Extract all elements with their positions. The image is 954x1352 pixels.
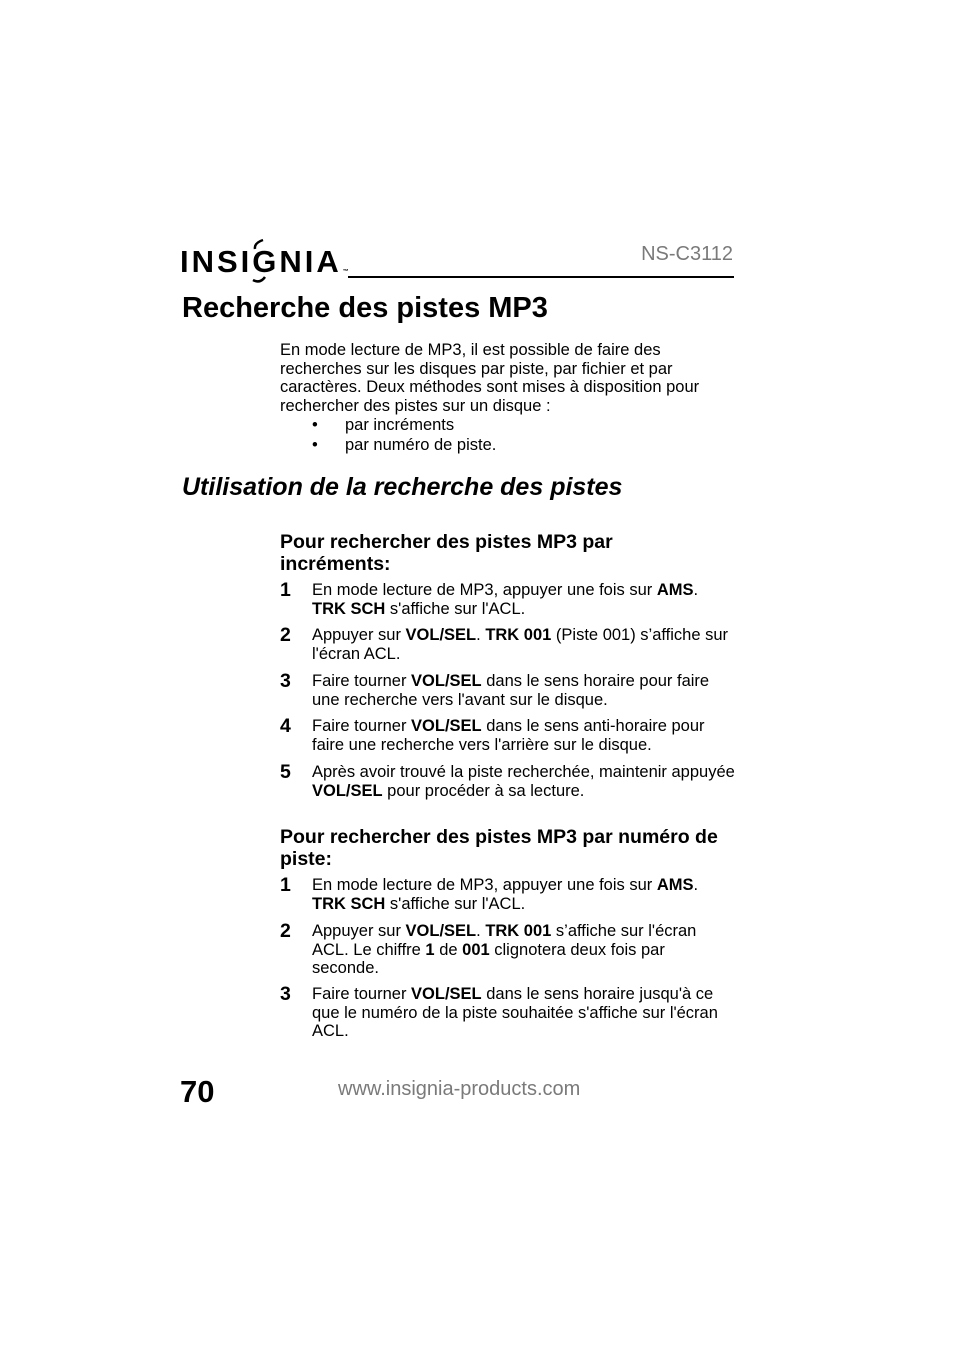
- logo-text-left: INSI: [180, 244, 253, 279]
- step-text-run: Faire tourner: [312, 717, 412, 735]
- step-item: [280, 876, 735, 913]
- step-text-run: dans le sens horaire pour faire une recherche vers l'avant sur le disque.: [312, 672, 710, 709]
- step-keyword: VOL/SEL: [411, 672, 482, 690]
- step-text: [312, 672, 735, 709]
- step-text-run: s'affiche sur l'ACL.: [385, 599, 526, 618]
- subsection-title-increments: Pour rechercher des pistes MP3 par incréments:: [280, 531, 613, 575]
- step-number: 2: [280, 624, 291, 646]
- step-text-run: .: [693, 876, 699, 894]
- step-number: 2: [280, 920, 291, 942]
- step-item: [280, 985, 735, 1041]
- step-text-run: dans le sens anti-horaire pour faire une recherche vers l'arrière sur le disque.: [312, 717, 705, 754]
- step-keyword: TRK SCH: [312, 599, 386, 618]
- step-text-run: .: [476, 626, 486, 644]
- step-item: [280, 717, 735, 754]
- bullet-text: par numéro de piste.: [345, 436, 497, 454]
- step-text-run: de: [434, 940, 463, 959]
- step-number: 3: [280, 670, 291, 692]
- step-text-run: .: [476, 922, 486, 940]
- step-text-run: Faire tourner: [312, 672, 412, 690]
- bullet-list: [280, 415, 496, 455]
- step-text: [312, 876, 735, 913]
- step-number: 5: [280, 761, 291, 783]
- model-number: NS-C3112: [641, 243, 733, 265]
- step-text: [312, 985, 735, 1041]
- step-number: 4: [280, 715, 291, 737]
- subsection-title-track-number: Pour rechercher des pistes MP3 par numéro de piste:: [280, 826, 718, 870]
- bullet-dot: •: [312, 436, 318, 454]
- step-text: [312, 763, 735, 800]
- step-text-run: En mode lecture de MP3, appuyer une fois sur: [312, 581, 657, 599]
- step-item: [280, 763, 735, 800]
- logo-text-right: GNIA: [252, 244, 342, 279]
- step-keyword: AMS: [656, 581, 694, 599]
- bullet-item: [280, 415, 496, 435]
- step-item: [280, 626, 735, 663]
- step-text: [312, 922, 735, 978]
- step-text: [312, 626, 735, 663]
- step-text-run: (Piste 001) s’affiche sur l'écran ACL.: [312, 626, 729, 663]
- step-keyword: VOL/SEL: [411, 717, 482, 735]
- step-number: 1: [280, 579, 291, 601]
- step-text-run: En mode lecture de MP3, appuyer une fois sur: [312, 876, 657, 894]
- step-keyword: VOL/SEL: [411, 985, 482, 1003]
- step-item: [280, 672, 735, 709]
- step-keyword: TRK 001: [485, 922, 552, 940]
- bullet-item: [280, 435, 496, 455]
- step-number: 3: [280, 983, 291, 1005]
- step-keyword: 1: [425, 940, 435, 959]
- step-text-run: s’affiche sur l'écran ACL. Le chiffre: [312, 922, 697, 959]
- step-keyword: TRK SCH: [312, 894, 386, 913]
- step-text-run: Faire tourner: [312, 985, 412, 1003]
- logo-trademark: ™: [342, 269, 349, 275]
- logo-swoosh-icon: [249, 237, 270, 287]
- step-number: 1: [280, 874, 291, 896]
- step-text-run: dans le sens horaire jusqu'à ce que le numéro de la piste souhaitée s'affiche sur l'écran ACL.: [312, 985, 718, 1040]
- step-text-run: s'affiche sur l'ACL.: [385, 894, 526, 913]
- bullet-text: par incréments: [345, 416, 455, 434]
- step-text-run: Appuyer sur: [312, 626, 406, 644]
- step-text: [312, 717, 735, 754]
- step-keyword: VOL/SEL: [312, 781, 383, 800]
- step-keyword: AMS: [656, 876, 694, 894]
- section-title: Utilisation de la recherche des pistes: [182, 473, 623, 501]
- step-text-run: Appuyer sur: [312, 922, 406, 940]
- step-keyword: VOL/SEL: [405, 922, 477, 940]
- page-number: 70: [180, 1074, 215, 1109]
- page-title: Recherche des pistes MP3: [182, 292, 548, 324]
- step-text: [312, 581, 735, 618]
- step-item: [280, 922, 735, 978]
- header-rule: [348, 276, 734, 278]
- step-text-run: .: [693, 581, 699, 599]
- intro-paragraph: En mode lecture de MP3, il est possible de faire des recherches sur les disques par piste, par fichier et par caractères. Deux méthodes sont mises à disposition pour rechercher des pistes sur un disque :: [280, 341, 700, 415]
- step-text-run: clignotera deux fois par seconde.: [312, 940, 665, 977]
- step-keyword: TRK 001: [485, 626, 552, 644]
- step-text-run: Après avoir trouvé la piste recherchée, maintenir appuyée: [312, 763, 735, 781]
- step-keyword: 001: [462, 940, 490, 959]
- step-item: [280, 581, 735, 618]
- step-keyword: VOL/SEL: [405, 626, 477, 644]
- bullet-dot: •: [312, 416, 318, 434]
- step-text-run: pour procéder à sa lecture.: [382, 781, 585, 800]
- footer-url: www.insignia-products.com: [338, 1078, 581, 1100]
- brand-logo: [180, 240, 349, 284]
